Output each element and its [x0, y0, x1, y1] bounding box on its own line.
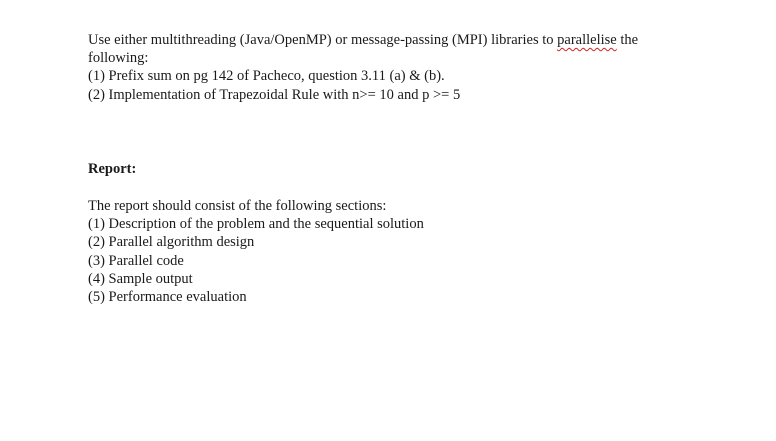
- intro-line-2: following:: [88, 50, 149, 67]
- report-intro: The report should consist of the following sections:: [88, 198, 387, 215]
- report-section-2: (2) Parallel algorithm design: [88, 234, 255, 251]
- report-heading: Report:: [88, 160, 137, 177]
- spacer: [88, 141, 748, 160]
- report-section-3: (3) Parallel code: [88, 252, 184, 269]
- intro-line-1: [88, 31, 748, 49]
- misspelled-word[interactable]: parallelise: [557, 32, 617, 48]
- task-item-1: (1) Prefix sum on pg 142 of Pacheco, question 3.11 (a) & (b).: [88, 68, 445, 85]
- report-section-4: (4) Sample output: [88, 270, 193, 287]
- intro-text-end: the: [616, 32, 639, 48]
- report-section-1: (1) Description of the problem and the sequential solution: [88, 216, 424, 233]
- task-item-2: (2) Implementation of Trapezoidal Rule with n>= 10 and p >= 5: [88, 86, 461, 103]
- spacer: [88, 104, 748, 141]
- intro-text: Use either multithreading (Java/OpenMP) or message-passing (MPI) libraries to: [88, 32, 558, 48]
- document-body: [88, 31, 748, 306]
- report-section-5: (5) Performance evaluation: [88, 289, 247, 306]
- spacer: [88, 178, 748, 197]
